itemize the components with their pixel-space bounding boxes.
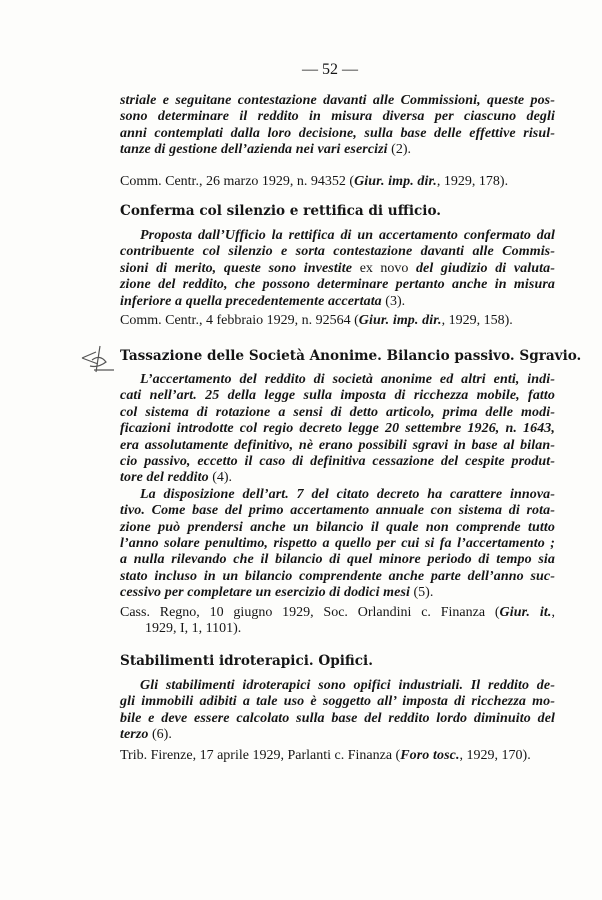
roman-text: ex novo — [359, 260, 409, 276]
text-line — [120, 261, 555, 277]
roman-text: , 1929, 158). — [441, 313, 513, 328]
text-line — [120, 93, 555, 109]
roman-text: (2). — [387, 142, 411, 158]
italic-text: L’accertamento del reddito di società anonime ed altri enti, indi- — [140, 372, 555, 387]
text-line — [120, 438, 555, 454]
italic-text: Gli stabilimenti idroterapici sono opifici industriali. Il reddito de- — [140, 678, 555, 693]
text-line — [120, 711, 555, 727]
italic-text: tivo. Come base del primo accertamento annuale con sistema di rota- — [120, 503, 555, 519]
italic-text: contribuente col silenzio e sorta contestazione davanti alle Commis- — [120, 244, 555, 260]
text-line — [120, 569, 555, 585]
italic-text: Proposta dall’Ufficio la rettifica di un accertamento confermato dal — [140, 228, 555, 243]
text-line — [120, 244, 555, 260]
page-number: — 52 — — [302, 61, 358, 78]
italic-text: tanze di gestione dell’azienda nei vari esercizi — [120, 142, 388, 158]
text-line — [120, 313, 555, 329]
text-line — [120, 294, 555, 310]
text-line — [120, 277, 555, 293]
italic-text: bile e deve essere calcolato sulla base del reddito lordo diminuito del — [120, 710, 555, 726]
italic-text: del giudizio di valuta- — [408, 260, 555, 276]
text-line — [120, 621, 555, 637]
text-line — [120, 405, 555, 421]
italic-text: a nulla rilevando che il bilancio di quel minore periodo di tempo sia — [120, 552, 555, 568]
roman-text: Cass. Regno, 10 giugno 1929, Soc. Orlandini c. Finanza ( — [120, 604, 500, 620]
ruling-paragraph — [120, 372, 555, 601]
roman-text: (3). — [381, 293, 406, 309]
italic-text: anni contemplati dalla loro decisione, sulla base delle effettive risul- — [120, 125, 555, 141]
text-line — [120, 520, 555, 536]
text-line — [120, 126, 555, 142]
text-line — [120, 228, 555, 244]
roman-text: (6). — [148, 727, 172, 743]
roman-text: , 1929, 178). — [436, 174, 509, 189]
italic-text: col sistema di rotazione a sensi di detto articolo, prima delle modi- — [120, 404, 555, 420]
italic-text: sono determinare il reddito in misura diversa per ciascuno degli — [120, 109, 555, 125]
italic-text: gli immobili adibiti a tale uso è soggetto all’ imposta di ricchezza mo- — [120, 694, 555, 710]
text-line — [120, 174, 555, 190]
italic-text: cati nell’art. 25 della legge sulla imposta di ricchezza mobile, fatto — [120, 388, 555, 404]
text-line — [120, 454, 555, 470]
italic-text: inferiore a quella precedentemente accertata — [120, 293, 382, 309]
text-line — [120, 487, 555, 503]
section-heading: Conferma col silenzio e rettifica di ufficio. — [120, 203, 442, 219]
italic-text: cio passivo, eccetto il caso di definitiva cessazione del cespite produt- — [120, 453, 555, 469]
case-citation — [120, 748, 555, 764]
text-line — [120, 503, 555, 519]
italic-text: Giur. imp. dir. — [354, 174, 437, 189]
italic-text: Giur. imp. dir. — [358, 313, 442, 328]
text-line — [120, 748, 555, 764]
italic-text: Foro tosc. — [400, 748, 460, 763]
roman-text: (4). — [208, 470, 233, 486]
italic-text: Giur. it. — [499, 604, 552, 620]
italic-text: terzo — [120, 727, 149, 743]
text-line — [120, 585, 555, 601]
roman-text: 1929, I, 1, 1101). — [145, 620, 242, 636]
ruling-paragraph — [120, 678, 555, 744]
text-line — [120, 109, 555, 125]
italic-text: l’anno solare penultimo, rispetto a quello per cui si fa l’accertamento ; — [120, 535, 555, 551]
section-heading: Stabilimenti idroterapici. Opifici. — [120, 653, 373, 669]
italic-text: La disposizione dell’art. 7 del citato decreto ha carattere innova- — [140, 486, 555, 502]
roman-text: Trib. Firenze, 17 aprile 1929, Parlanti c. Finanza ( — [120, 748, 401, 763]
ruling-paragraph — [120, 93, 555, 159]
case-citation — [120, 605, 555, 638]
italic-text: tore del reddito — [120, 470, 209, 486]
roman-text: Comm. Centr., 4 febbraio 1929, n. 92564 ( — [120, 313, 359, 328]
section-heading: Tassazione delle Società Anonime. Bilancio passivo. Sgravio. — [120, 348, 582, 364]
ruling-paragraph — [120, 228, 555, 310]
roman-text: , — [551, 604, 555, 620]
case-citation — [120, 313, 555, 329]
handwritten-margin-mark-icon — [80, 344, 116, 374]
text-line — [120, 727, 555, 743]
text-line — [120, 142, 555, 158]
text-line — [120, 678, 555, 694]
roman-text: (5). — [410, 585, 434, 601]
italic-text: stato incluso in un bilancio comprendente anche parte dell’anno suc- — [120, 568, 555, 584]
text-line — [120, 536, 555, 552]
text-line — [120, 694, 555, 710]
italic-text: era assolutamente definitivo, nè erano possibili sgravi in base al bilan- — [120, 437, 555, 453]
case-citation — [120, 174, 555, 190]
italic-text: cessivo per completare un esercizio di dodici mesi — [120, 585, 411, 601]
text-line — [120, 605, 555, 621]
roman-text: Comm. Centr., 26 marzo 1929, n. 94352 ( — [120, 174, 355, 189]
italic-text: sioni di merito, queste sono investite — [120, 260, 360, 276]
text-line — [120, 552, 555, 568]
roman-text: , 1929, 170). — [459, 748, 531, 763]
italic-text: striale e seguitane contestazione davanti alle Commissioni, queste pos- — [120, 93, 555, 108]
text-line — [120, 421, 555, 437]
italic-text: ficazioni introdotte col regio decreto legge 20 settembre 1926, n. 1643, — [120, 421, 555, 437]
italic-text: zione può prendersi anche un bilancio il quale non comprende tutto — [120, 519, 555, 535]
text-line — [120, 372, 555, 388]
text-line — [120, 470, 555, 486]
italic-text: zione del reddito, che possono determinare pertanto anche in misura — [120, 277, 555, 293]
text-line — [120, 388, 555, 404]
